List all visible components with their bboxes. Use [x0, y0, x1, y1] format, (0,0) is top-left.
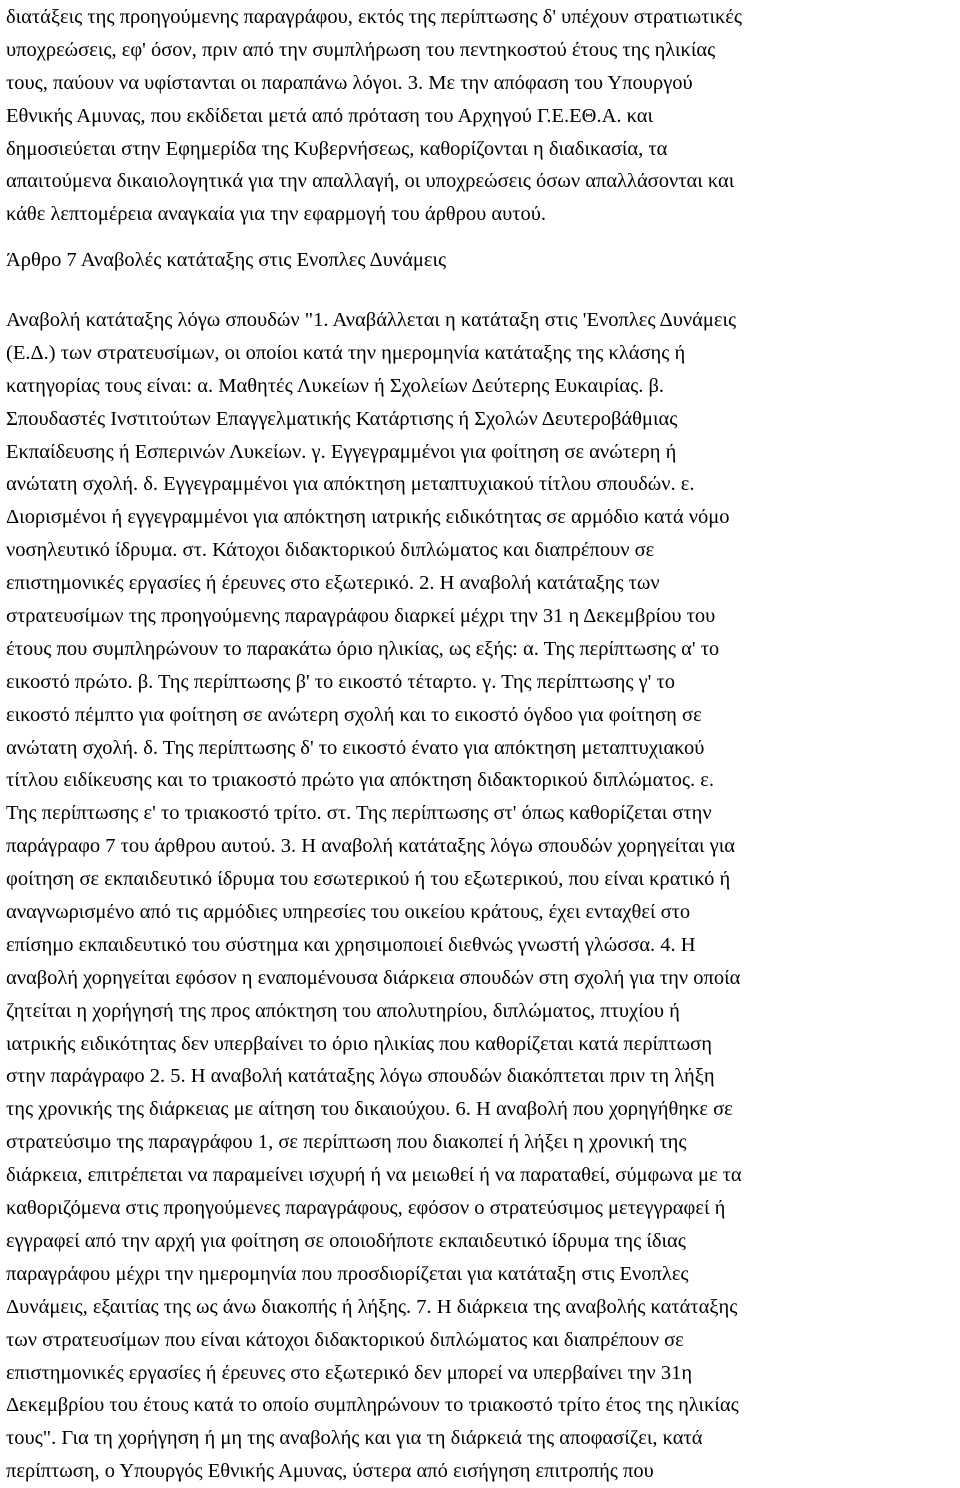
text-line: εικοστό πρώτο. β. Της περίπτωσης β' το εικοστό τέταρτο. γ. Της περίπτωσης γ' το [6, 670, 675, 693]
text-line: αναγνωρισμένο από τις αρμόδιες υπηρεσίες του οικείου κράτους, έχει ενταχθεί στο [6, 901, 691, 924]
text-line: περίπτωση, ο Υπουργός Εθνικής Αμυνας, ύστερα από εισήγηση επιτροπής που [6, 1460, 654, 1483]
text-line: τους, παύουν να υφίστανται οι παραπάνω λόγοι. 3. Με την απόφαση του Υπουργού [6, 71, 693, 94]
text-line: τίτλου ειδίκευσης και το τριακοστό πρώτο για απόκτηση διδακτορικού διπλώματος. ε. [6, 769, 714, 792]
text-line: Διορισμένοι ή εγγεγραμμένοι για απόκτηση ιατρικής ειδικότητας σε αρμόδιο κατά νόμο [6, 506, 730, 529]
text-line: ιατρικής ειδικότητας δεν υπερβαίνει το όριο ηλικίας που καθορίζεται κατά περίπτωση [6, 1032, 712, 1055]
text-line: κάθε λεπτομέρεια αναγκαία για την εφαρμογή του άρθρου αυτού. [6, 203, 547, 226]
text-line: φοίτηση σε εκπαιδευτικό ίδρυμα του εσωτερικού ή του εξωτερικού, που είναι κρατικό ή [6, 868, 731, 891]
intro-paragraph [6, 1, 956, 231]
text-line: στρατεύσιμο της παραγράφου 1, σε περίπτωση που διακοπεί ή λήξει η χρονική της [6, 1131, 687, 1154]
text-line: Εθνικής Αμυνας, που εκδίδεται μετά από πρόταση του Αρχηγού Γ.Ε.ΕΘ.Α. και [6, 104, 654, 127]
text-line: Αναβολή κατάταξης λόγω σπουδών "1. Αναβάλλεται η κατάταξη στις 'Ενοπλες Δυνάμεις [6, 309, 737, 331]
text-line: καθοριζόμενα στις προηγούμενες παραγράφους, εφόσον ο στρατεύσιμος μετεγγραφεί ή [6, 1197, 726, 1220]
text-line: επιστημονικές εργασίες ή έρευνες στο εξωτερικό. 2. Η αναβολή κατάταξης των [6, 572, 660, 595]
text-line: ζητείται η χορήγησή της προς απόκτηση του απολυτηρίου, διπλώματος, πτυχίου ή [6, 999, 680, 1022]
text-line: ανώτατη σχολή. δ. Της περίπτωσης δ' το εικοστό ένατο για απόκτηση μεταπτυχιακού [6, 736, 705, 759]
text-line: υποχρεώσεις, εφ' όσον, πριν από την συμπλήρωση του πεντηκοστού έτους της ηλικίας [6, 38, 716, 61]
text-line: εγγραφεί από την αρχή για φοίτηση σε οποιοδήποτε εκπαιδευτικό ίδρυμα της ίδιας [6, 1229, 686, 1252]
text-line: Δεκεμβρίου του έτους κατά το οποίο συμπληρώνουν το τριακοστό τρίτο έτος της ηλικίας [6, 1394, 739, 1417]
text-line: Εκπαίδευσης ή Εσπερινών Λυκείων. γ. Εγγεγραμμένοι για φοίτηση σε ανώτερη ή [6, 440, 677, 463]
text-line: επίσημο εκπαιδευτικό του σύστημα και χρησιμοποιεί διεθνώς γνωστή γλώσσα. 4. Η [6, 933, 696, 956]
text-line: των στρατευσίμων που είναι κάτοχοι διδακτορικού διπλώματος και διαπρέπουν σε [6, 1328, 684, 1351]
text-line: εικοστό πέμπτο για φοίτηση σε ανώτερη σχολή και το εικοστό όγδοο για φοίτηση σε [6, 703, 702, 726]
text-line: απαιτούμενα δικαιολογητικά για την απαλλαγή, οι υποχρεώσεις όσων απαλλάσονται και [6, 170, 735, 193]
text-line: διάρκεια, επιτρέπεται να παραμείνει ισχυρή ή να μειωθεί ή να παραταθεί, σύμφωνα με τα [6, 1164, 742, 1187]
text-line: έτους που συμπληρώνουν το παρακάτω όριο ηλικίας, ως εξής: α. Της περίπτωσης α' το [6, 637, 720, 660]
article-heading: Άρθρο 7 Αναβολές κατάταξης στις Ενοπλες Δυνάμεις [6, 249, 447, 271]
article-body [6, 304, 956, 1488]
text-line: στην παράγραφο 2. 5. Η αναβολή κατάταξης λόγω σπουδών διακόπτεται πριν τη λήξη [6, 1065, 715, 1088]
text-line: Της περίπτωσης ε' το τριακοστό τρίτο. στ. Της περίπτωσης στ' όπως καθορίζεται στην [6, 802, 712, 825]
text-line: αναβολή χορηγείται εφόσον η εναπομένουσα διάρκεια σπουδών στη σχολή για την οποία [6, 966, 741, 989]
text-line: παράγραφο 7 του άρθρου αυτού. 3. Η αναβολή κατάταξης λόγω σπουδών χορηγείται για [6, 835, 736, 858]
text-line: διατάξεις της προηγούμενης παραγράφου, εκτός της περίπτωσης δ' υπέχουν στρατιωτικές [6, 6, 743, 28]
text-line: Δυνάμεις, εξαιτίας της ως άνω διακοπής ή λήξης. 7. Η διάρκεια της αναβολής κατάταξης [6, 1295, 738, 1318]
text-line: δημοσιεύεται στην Εφημερίδα της Κυβερνήσεως, καθορίζονται η διαδικασία, τα [6, 137, 668, 160]
text-line: κατηγορίας τους είναι: α. Μαθητές Λυκείων ή Σχολείων Δεύτερης Ευκαιρίας. β. [6, 374, 665, 397]
text-line: ανώτατη σχολή. δ. Εγγεγραμμένοι για απόκτηση μεταπτυχιακού τίτλου σπουδών. ε. [6, 473, 695, 496]
text-line: παραγράφου μέχρι την ημερομηνία που προσδιορίζεται για κατάταξη στις Ενοπλες [6, 1262, 689, 1285]
text-line: νοσηλευτικό ίδρυμα. στ. Κάτοχοι διδακτορικού διπλώματος και διαπρέπουν σε [6, 539, 655, 562]
text-line: στρατευσίμων της προηγούμενης παραγράφου διαρκεί μέχρι την 31 η Δεκεμβρίου του [6, 605, 716, 628]
text-line: επιστημονικές εργασίες ή έρευνες στο εξωτερικό δεν μπορεί να υπερβαίνει την 31η [6, 1361, 693, 1384]
text-line: τους". Για τη χορήγηση ή μη της αναβολής και για τη διάρκειά της αποφασίζει, κατά [6, 1427, 703, 1450]
text-line: (Ε.Δ.) των στρατευσίμων, οι οποίοι κατά την ημερομηνία κατάταξης της κλάσης ή [6, 341, 686, 364]
text-line: Σπουδαστές Ινστιτούτων Επαγγελματικής Κατάρτισης ή Σχολών Δευτεροβάθμιας [6, 407, 678, 430]
text-line: της χρονικής της διάρκειας με αίτηση του δικαιούχου. 6. Η αναβολή που χορηγήθηκε σε [6, 1098, 733, 1121]
